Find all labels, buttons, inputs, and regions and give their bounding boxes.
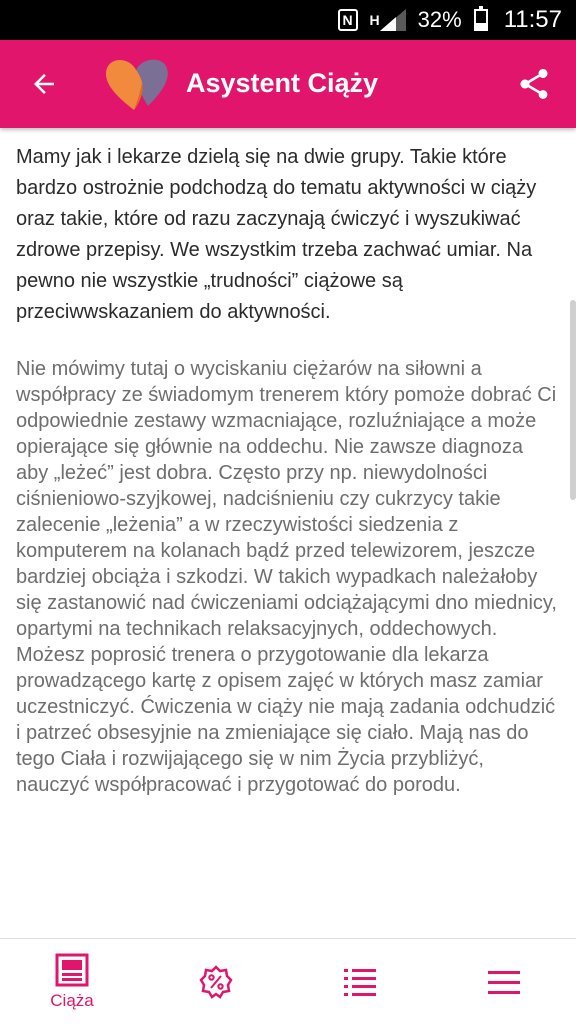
network-type-label: H [369,12,380,28]
battery-level-fill [476,23,486,29]
network-indicator [370,9,406,31]
app-title: Asystent Ciąży [186,68,379,98]
arrow-left-icon [29,69,59,99]
article-content[interactable] [0,128,576,938]
body-paragraph: Nie mówimy tutaj o wyciskaniu ciężarów na siłowni a współpracy ze świadomym trenerem który pomoże dobrać Ci odpowiednie zestawy wzmacniające, rozluźniające a może opierające się głównie na oddechu. Nie zawsze diagnoza aby „leżeć” jest dobra. Często przy np. niewydolności ciśnieniowo-szyjkowej, nadciśnieniu czy cukrzycy takie zalecenie „leżenia” a w rzeczywistości siedzenia z komputerem na kolanach bądź przed telewizorem, jeszcze bardziej obciąża i szkodzi. W takich wypadkach należałoby się zastanowić nad ćwiczeniami odciążającymi dno miednicy, opartymi na technikach relaksacyjnych, oddechowych. Możesz poprosić trenera o przygotowanie dla lekarza prowadzącego kartę z opisem zajęć w których masz zamiar uczestniczyć. Ćwiczenia w ciąży nie mają zadania odchudzić i patrzeć obsesyjnie na zmieniające się ciało. Mają nas do tego Ciała i rozwijającego się w nim Życia przybliżyć, nauczyć współpracować i przygotować do porodu. [16,358,557,796]
nav-item-list[interactable] [288,939,432,1024]
battery-icon [474,9,488,31]
nav-label-ciaza: Ciąża [50,990,94,1010]
battery-percent: 32% [417,7,462,32]
scrollbar[interactable] [570,300,576,500]
nav-item-offers[interactable] [144,939,288,1024]
nfc-icon: N [338,9,358,31]
nav-item-ciaza[interactable] [0,939,144,1024]
clock: 11:57 [503,6,562,33]
intro-paragraph: Mamy jak i lekarze dzielą się na dwie grupy. Takie które bardzo ostrożnie podchodzą do tematu aktywności w ciąży oraz takie, które od razu zaczynają ćwiczyć i wyszukiwać zdrowe przepisy. We wszystkim trzeba zachwać umiar. Na pewno nie wszystkie „trudności” ciążowe są przeciwwskazaniem do aktywności. [16,146,537,323]
status-bar [0,0,576,40]
percent-badge-icon [199,965,233,999]
menu-icon [488,968,520,996]
heart-logo [104,56,170,114]
share-button[interactable] [512,62,556,106]
bottom-navigation [0,938,576,1024]
share-icon [516,66,552,102]
app-bar [0,40,576,128]
document-icon [54,953,90,987]
nav-item-menu[interactable] [432,939,576,1024]
back-button[interactable] [22,62,66,106]
list-icon [343,966,377,998]
signal-icon [380,9,406,31]
